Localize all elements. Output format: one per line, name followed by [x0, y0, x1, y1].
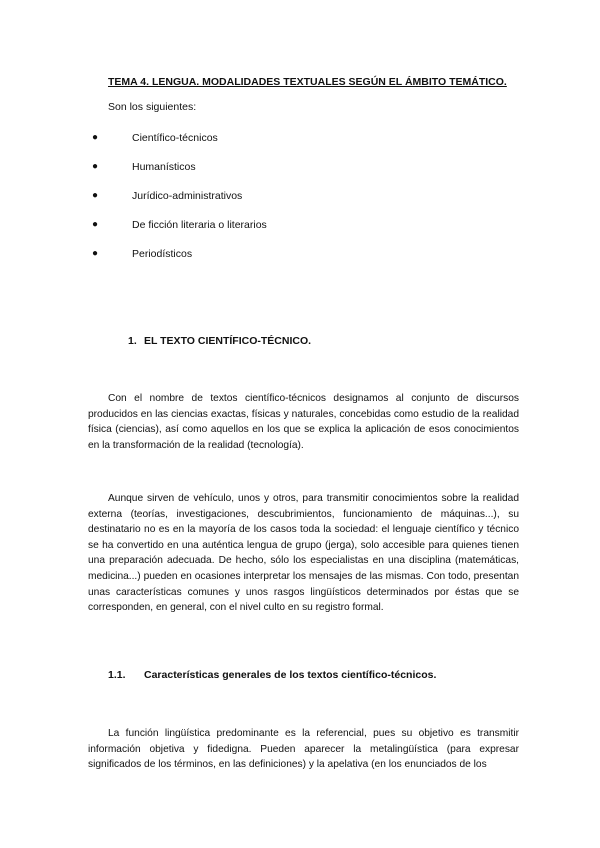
section-heading-text: EL TEXTO CIENTÍFICO-TÉCNICO.	[144, 335, 312, 347]
list-item-label: Jurídico-administrativos	[132, 190, 243, 202]
bullet-icon: ●	[92, 190, 99, 201]
subsection-number: 1.1.	[108, 669, 126, 681]
paragraph-text: La función lingüística predominante es la referencial, pues su objetivo es transmitir información objetiva y fidedigna. Pueden aparecer la metalingüística (para expresar significados de los términos, en las definiciones) y la apelativa (en los enunciados de los	[88, 728, 519, 771]
section-heading	[128, 335, 311, 347]
list-item-label: Humanísticos	[132, 161, 196, 173]
paragraph	[88, 491, 519, 616]
list-item-label: Periodísticos	[132, 248, 193, 260]
bullet-icon: ●	[92, 248, 99, 259]
list-item-label: Científico-técnicos	[132, 132, 218, 144]
section-number: 1.	[128, 335, 137, 347]
paragraph-text: Aunque sirven de vehículo, unos y otros, para transmitir conocimientos sobre la realidad externa (teorías, investigaciones, descubrimientos, funcionamiento de máquinas...), su destinatario no es en la mayoría de los casos toda la sociedad: el lenguaje científico y técnico se ha convertido en una auténtica lengua de grupo (jerga), solo accesible para quienes tienen una preparación adecuada. De hecho, sólo los especialistas en una disciplina (matemáticas, medicina...) pueden en ocasiones interpretar los mensajes de las mismas. Con todo, presentan unas características comunes y unos rasgos lingüísticos determinados por éstas que se corresponden, en general, con el nivel culto en su registro formal.	[88, 493, 519, 614]
paragraph-text: Con el nombre de textos científico-técnicos designamos al conjunto de discursos producidos en las ciencias exactas, físicas y naturales, concebidas como estudio de la realidad física (ciencias), así como aquellos en los que se explica la aplicación de esos conocimientos en la transformación de la realidad (tecnología).	[88, 393, 519, 451]
document-title: TEMA 4. LENGUA. MODALIDADES TEXTUALES SEGÚN EL ÁMBITO TEMÁTICO.	[108, 76, 507, 88]
bullet-icon: ●	[92, 132, 99, 143]
paragraph	[88, 726, 519, 773]
bullet-icon: ●	[92, 219, 99, 230]
intro-text: Son los siguientes:	[108, 101, 197, 113]
list-item-label: De ficción literaria o literarios	[132, 219, 267, 231]
subsection-heading	[108, 669, 436, 681]
bullet-icon: ●	[92, 161, 99, 172]
paragraph	[88, 391, 519, 453]
subsection-heading-text: Características generales de los textos científico-técnicos.	[144, 669, 437, 681]
